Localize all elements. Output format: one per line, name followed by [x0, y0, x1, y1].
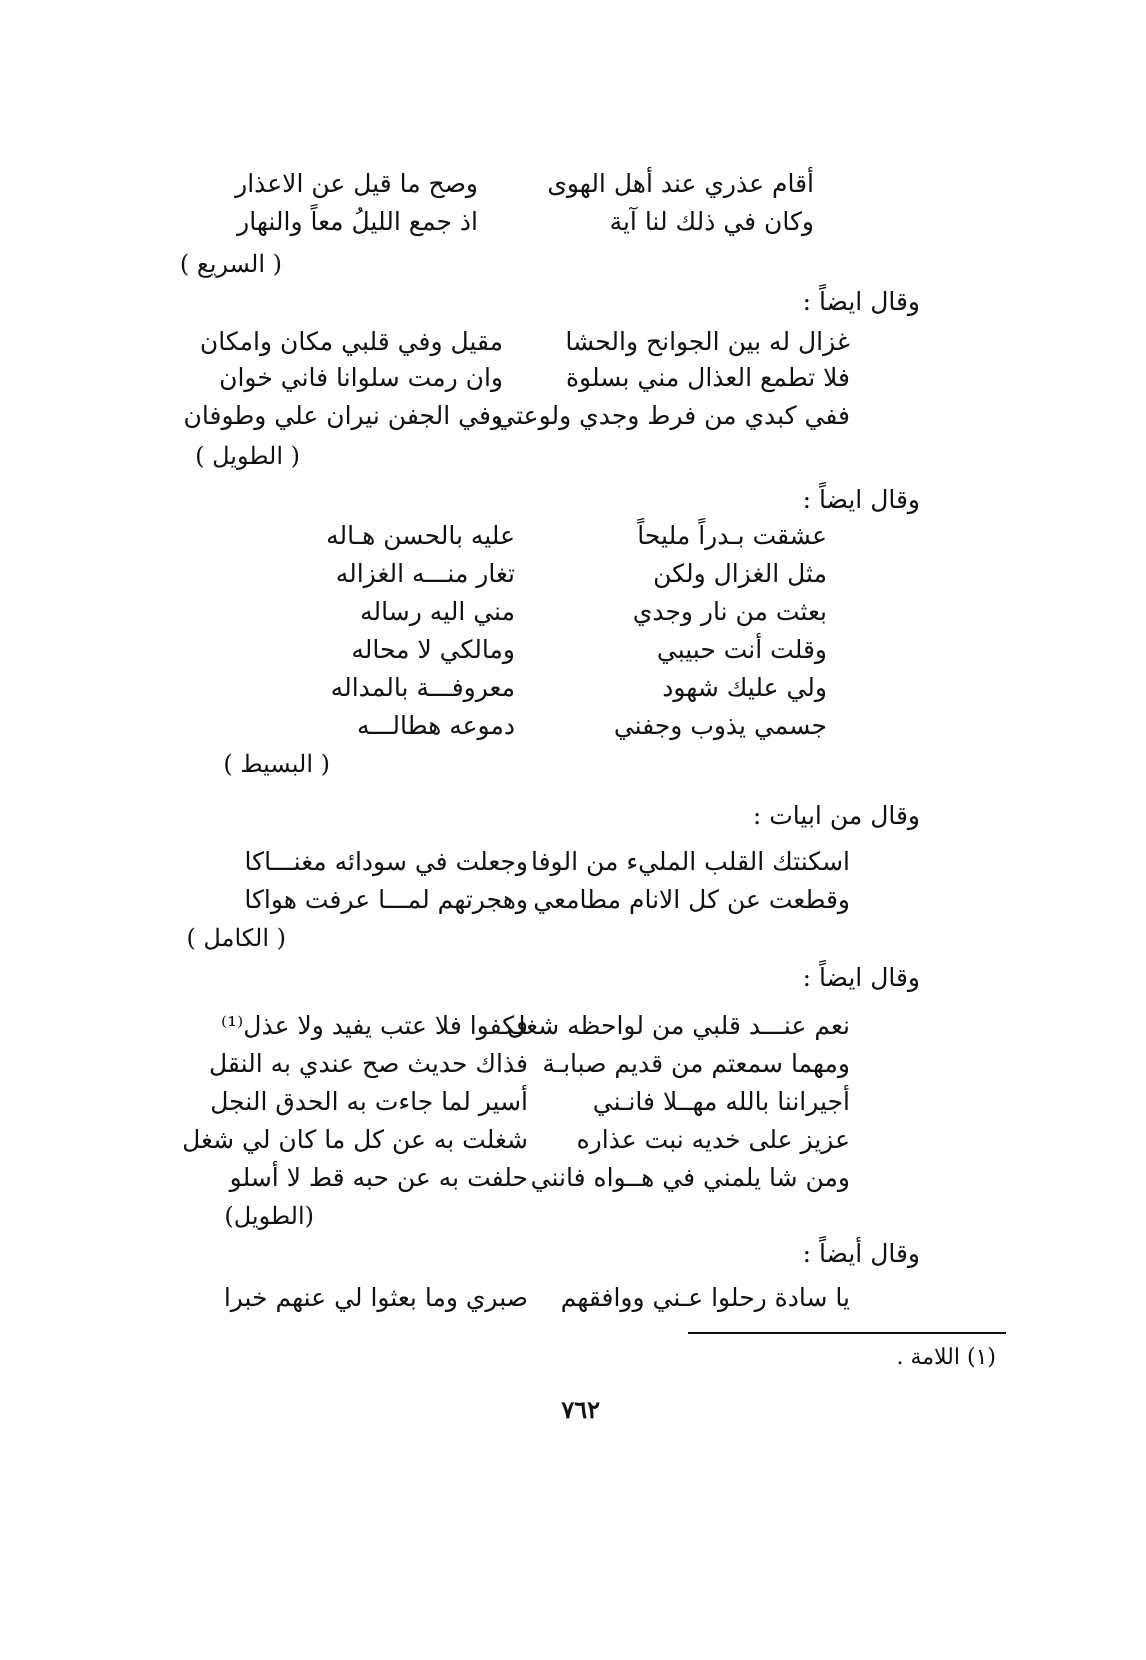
- verse-right: ومهما سمعتم من قديم صبابـة: [542, 1049, 850, 1078]
- verse-left: دموعه هطالـــه: [356, 711, 515, 740]
- verse-right: أجيراننا بالله مهــلا فانـني: [592, 1087, 850, 1116]
- verse-left: فذاك حديث صح عندي به النقل: [208, 1049, 528, 1078]
- verse-left: وان رمت سلوانا فاني خوان: [219, 363, 503, 392]
- page-number: ٧٦٢: [561, 1395, 600, 1424]
- verse-left: اذ جمع الليلُ معاً والنهار: [237, 207, 478, 236]
- verse-right: فلا تطمع العذال مني بسلوة: [565, 363, 850, 392]
- verse-right: جسمي يذوب وجفني: [613, 711, 827, 740]
- meter-label: ( السريع ): [179, 250, 282, 278]
- verse-right: مثل الغزال ولكن: [653, 559, 827, 588]
- verse-left: مني اليه رساله: [360, 597, 515, 626]
- verse-left: وجعلت في سودائه مغنـــاكا: [244, 847, 528, 876]
- meter-label: ( الطويل ): [195, 442, 300, 470]
- verse-right: غزال له بين الجوانح والحشا: [565, 327, 850, 356]
- verse-left: عليه بالحسن هـاله: [326, 521, 515, 550]
- verse-left: وفي الجفن نيران علي وطوفان: [183, 401, 503, 430]
- verse-right: وقطعت عن كل الانام مطامعي: [533, 885, 850, 914]
- meter-label: ( البسيط ): [223, 750, 330, 778]
- verse-right: نعم عنـــد قلبي من لواحظه شغل: [507, 1011, 850, 1040]
- verse-left: أسير لما جاءت به الحدق النجل: [210, 1087, 528, 1116]
- footnote: (١) اللامة .: [896, 1345, 996, 1370]
- verse-intro: وقال من ابيات :: [752, 801, 920, 830]
- verse-left: صبري وما بعثوا لي عنهم خبرا: [223, 1283, 528, 1312]
- verse-left: ومالكي لا محاله: [351, 635, 515, 664]
- verse-left: فكفوا فلا عتب يفيد ولا عذل⁽¹⁾: [221, 1011, 528, 1040]
- verse-right: ولي عليك شهود: [662, 673, 827, 702]
- verse-left: حلفت به عن حبه قط لا أسلو: [229, 1163, 528, 1192]
- verse-left: وصح ما قيل عن الاعذار: [235, 169, 478, 198]
- verse-right: وقلت أنت حبيبي: [656, 635, 827, 664]
- verse-right: ففي كبدي من فرط وجدي ولوعتي: [495, 401, 850, 430]
- verse-right: بعثت من نار وجدي: [632, 597, 827, 626]
- verse-right: اسكنتك القلب المليء من الوفا: [530, 847, 850, 876]
- meter-label: (الطويل): [224, 1202, 314, 1230]
- verse-right: عشقت بـدراً مليحاً: [637, 521, 827, 550]
- verse-intro: وقال ايضاً :: [802, 963, 920, 992]
- verse-intro: وقال ايضاً :: [802, 287, 920, 316]
- verse-left: معروفـــة بالمداله: [330, 673, 515, 702]
- verse-right: يا سادة رحلوا عـني ووافقهم: [560, 1283, 850, 1312]
- verse-right: ومن شا يلمني في هــواه فانني: [530, 1163, 850, 1192]
- verse-left: مقيل وفي قلبي مكان وامكان: [199, 327, 503, 356]
- verse-right: وكان في ذلك لنا آية: [609, 207, 814, 236]
- verse-intro: وقال أيضاً :: [802, 1239, 920, 1268]
- footnote-rule: [688, 1332, 1006, 1334]
- verse-right: عزيز على خديه نبت عذاره: [576, 1125, 850, 1154]
- verse-left: شغلت به عن كل ما كان لي شغل: [182, 1125, 528, 1154]
- meter-label: ( الكامل ): [186, 924, 286, 952]
- verse-left: تغار منـــه الغزاله: [335, 559, 515, 588]
- verse-intro: وقال ايضاً :: [802, 485, 920, 514]
- verse-right: أقام عذري عند أهل الهوى: [547, 169, 814, 198]
- verse-left: وهجرتهم لمـــا عرفت هواكا: [244, 885, 528, 914]
